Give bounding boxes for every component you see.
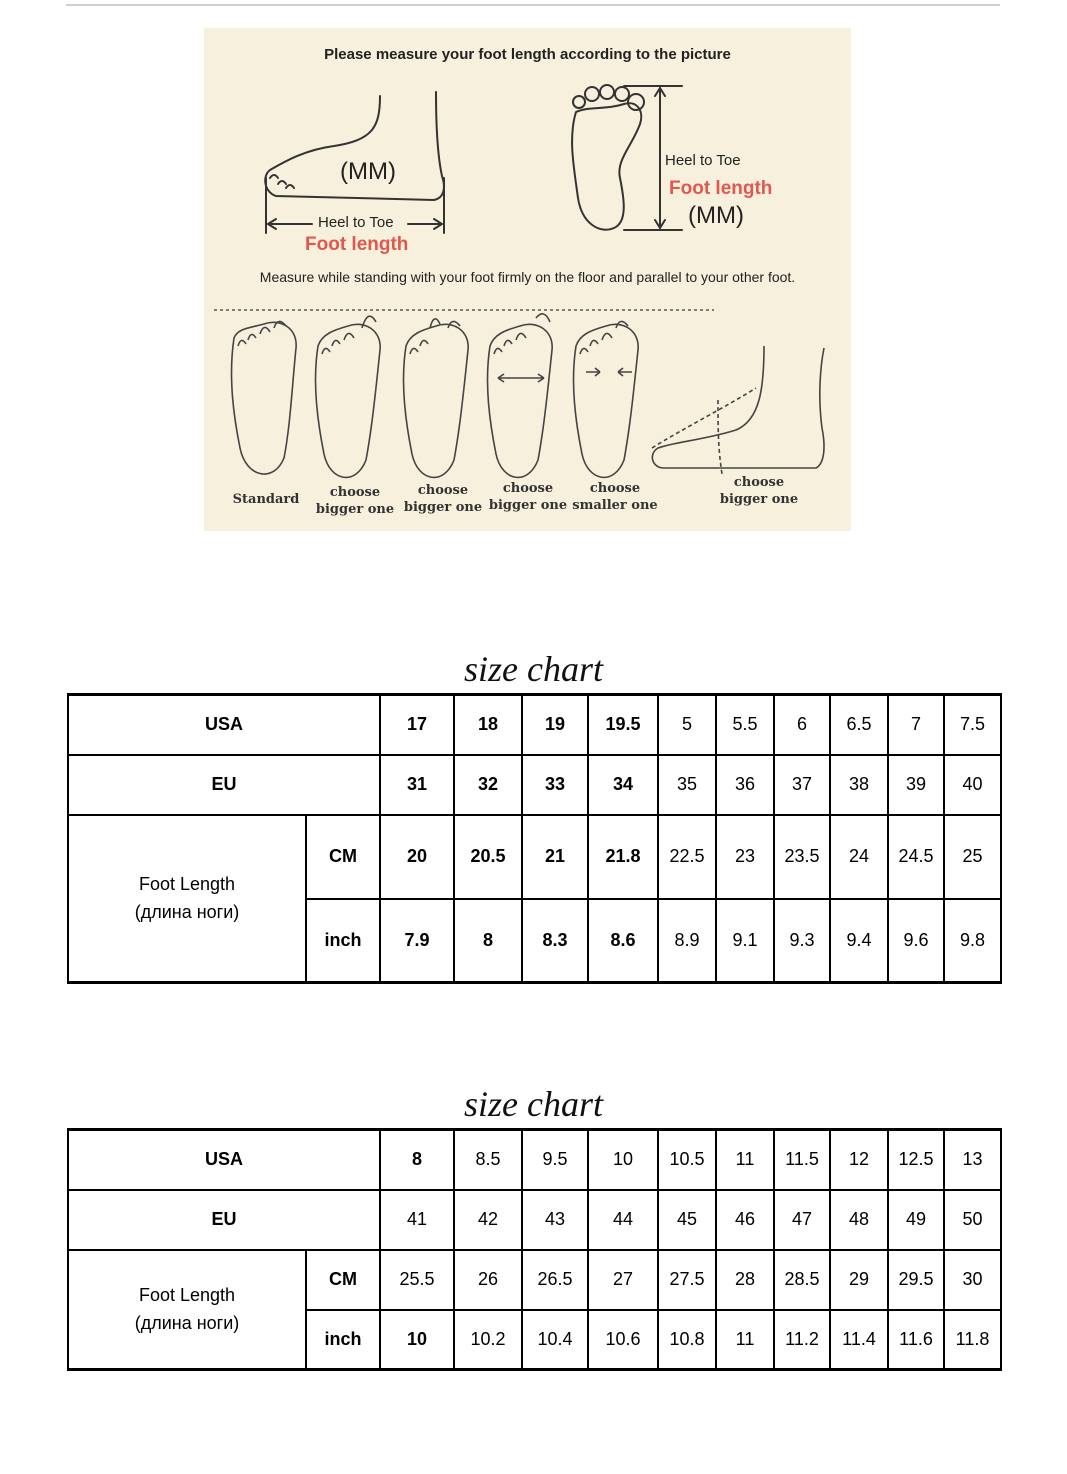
- cm-value: 22.5: [658, 815, 716, 899]
- inch-value: 10.4: [522, 1310, 588, 1370]
- usa-value: 9.5: [522, 1130, 588, 1190]
- caption-bigger-2: choose bigger one: [403, 483, 483, 515]
- top-mm-label: (MM): [688, 202, 744, 229]
- inch-value: 11.8: [944, 1310, 1001, 1370]
- foot-bigger-1-icon: [316, 324, 381, 477]
- foot-length-line2: (длина ноги): [134, 902, 240, 923]
- usa-value: 18: [454, 695, 522, 755]
- usa-value: 6.5: [830, 695, 888, 755]
- side-heel-to-toe-label: Heel to Toe: [318, 214, 394, 231]
- top-foot-length-label: Foot length: [669, 178, 773, 199]
- eu-value: 39: [888, 755, 944, 815]
- foot-side-shoe-icon: [652, 346, 824, 468]
- eu-value: 47: [774, 1190, 830, 1250]
- cm-value: 21.8: [588, 815, 658, 899]
- cm-value: 24.5: [888, 815, 944, 899]
- measure-instruction: Measure while standing with your foot firmly on the floor and parallel to your other foot.: [259, 269, 796, 285]
- usa-value: 10.5: [658, 1130, 716, 1190]
- usa-value: 12: [830, 1130, 888, 1190]
- eu-value: 37: [774, 755, 830, 815]
- inch-value: 11.2: [774, 1310, 830, 1370]
- inch-value: 10.6: [588, 1310, 658, 1370]
- usa-value: 12.5: [888, 1130, 944, 1190]
- foot-measure-guide: [204, 28, 851, 531]
- usa-value: 19.5: [588, 695, 658, 755]
- usa-label: USA: [68, 1130, 380, 1190]
- inch-value: 10.8: [658, 1310, 716, 1370]
- guide-title: Please measure your foot length according to the picture: [324, 46, 731, 63]
- side-mm-label: (MM): [340, 158, 396, 185]
- eu-value: 46: [716, 1190, 774, 1250]
- foot-smaller-icon: [574, 324, 639, 477]
- eu-value: 48: [830, 1190, 888, 1250]
- inch-unit-label: inch: [306, 1310, 380, 1370]
- cm-value: 26.5: [522, 1250, 588, 1310]
- usa-row: [68, 1130, 1001, 1190]
- inch-value: 11.4: [830, 1310, 888, 1370]
- eu-value: 32: [454, 755, 522, 815]
- usa-value: 8.5: [454, 1130, 522, 1190]
- eu-value: 44: [588, 1190, 658, 1250]
- usa-value: 19: [522, 695, 588, 755]
- cm-value: 25.5: [380, 1250, 454, 1310]
- caption-standard: Standard: [232, 492, 300, 507]
- size-chart-title-1: size chart: [464, 649, 603, 689]
- foot-bigger-3-icon: [488, 324, 553, 477]
- cm-value: 20: [380, 815, 454, 899]
- cm-value: 20.5: [454, 815, 522, 899]
- cm-value: 26: [454, 1250, 522, 1310]
- caption-smaller: choose smaller one: [572, 481, 658, 513]
- cm-unit-label: CM: [306, 815, 380, 899]
- usa-row: [68, 695, 1001, 755]
- eu-label: EU: [68, 1190, 380, 1250]
- size-chart-table-1: [67, 693, 1002, 984]
- inch-value: 11: [716, 1310, 774, 1370]
- inch-value: 9.6: [888, 899, 944, 983]
- cm-value: 23.5: [774, 815, 830, 899]
- cm-value: 28.5: [774, 1250, 830, 1310]
- side-foot-length-label: Foot length: [305, 234, 409, 255]
- usa-value: 11.5: [774, 1130, 830, 1190]
- cm-row: [68, 1250, 1001, 1310]
- eu-value: 43: [522, 1190, 588, 1250]
- foot-length-line1: Foot Length: [138, 1285, 236, 1306]
- cm-value: 29: [830, 1250, 888, 1310]
- cm-value: 25: [944, 815, 1001, 899]
- eu-value: 38: [830, 755, 888, 815]
- inch-value: 9.1: [716, 899, 774, 983]
- caption-bigger-3: choose bigger one: [488, 481, 568, 513]
- eu-value: 36: [716, 755, 774, 815]
- foot-standard-icon: [232, 322, 297, 474]
- cm-value: 23: [716, 815, 774, 899]
- usa-value: 7: [888, 695, 944, 755]
- size-chart-table-2: [67, 1128, 1002, 1371]
- eu-value: 35: [658, 755, 716, 815]
- cm-value: 30: [944, 1250, 1001, 1310]
- top-heel-to-toe-label: Heel to Toe: [665, 152, 741, 169]
- eu-value: 41: [380, 1190, 454, 1250]
- eu-row: [68, 1190, 1001, 1250]
- foot-length-line1: Foot Length: [138, 874, 236, 895]
- usa-value: 5: [658, 695, 716, 755]
- eu-value: 50: [944, 1190, 1001, 1250]
- eu-value: 31: [380, 755, 454, 815]
- inch-value: 7.9: [380, 899, 454, 983]
- eu-value: 34: [588, 755, 658, 815]
- eu-value: 45: [658, 1190, 716, 1250]
- cm-unit-label: CM: [306, 1250, 380, 1310]
- cm-value: 21: [522, 815, 588, 899]
- eu-value: 33: [522, 755, 588, 815]
- inch-value: 8: [454, 899, 522, 983]
- usa-value: 7.5: [944, 695, 1001, 755]
- foot-bigger-2-icon: [404, 324, 469, 477]
- eu-label: EU: [68, 755, 380, 815]
- inch-unit-label: inch: [306, 899, 380, 983]
- usa-value: 17: [380, 695, 454, 755]
- foot-length-label: [68, 815, 306, 983]
- usa-value: 11: [716, 1130, 774, 1190]
- caption-bigger-side: choose bigger one: [719, 475, 799, 507]
- eu-row: [68, 755, 1001, 815]
- inch-value: 10: [380, 1310, 454, 1370]
- cm-value: 29.5: [888, 1250, 944, 1310]
- usa-value: 6: [774, 695, 830, 755]
- cm-value: 27: [588, 1250, 658, 1310]
- foot-length-label: [68, 1250, 306, 1370]
- cm-value: 24: [830, 815, 888, 899]
- cm-value: 28: [716, 1250, 774, 1310]
- cm-value: 27.5: [658, 1250, 716, 1310]
- inch-value: 9.4: [830, 899, 888, 983]
- usa-value: 10: [588, 1130, 658, 1190]
- inch-value: 8.3: [522, 899, 588, 983]
- foot-length-line2: (длина ноги): [134, 1313, 240, 1334]
- top-foot-outline-icon: [572, 103, 641, 229]
- inch-value: 9.3: [774, 899, 830, 983]
- cm-row: [68, 815, 1001, 899]
- inch-value: 8.9: [658, 899, 716, 983]
- usa-value: 5.5: [716, 695, 774, 755]
- caption-bigger-1: choose bigger one: [315, 485, 395, 517]
- top-divider: [66, 4, 1000, 6]
- eu-value: 40: [944, 755, 1001, 815]
- inch-value: 8.6: [588, 899, 658, 983]
- eu-value: 49: [888, 1190, 944, 1250]
- eu-value: 42: [454, 1190, 522, 1250]
- size-chart-title-2: size chart: [464, 1084, 603, 1124]
- usa-label: USA: [68, 695, 380, 755]
- inch-value: 9.8: [944, 899, 1001, 983]
- inch-value: 10.2: [454, 1310, 522, 1370]
- usa-value: 8: [380, 1130, 454, 1190]
- inch-value: 11.6: [888, 1310, 944, 1370]
- usa-value: 13: [944, 1130, 1001, 1190]
